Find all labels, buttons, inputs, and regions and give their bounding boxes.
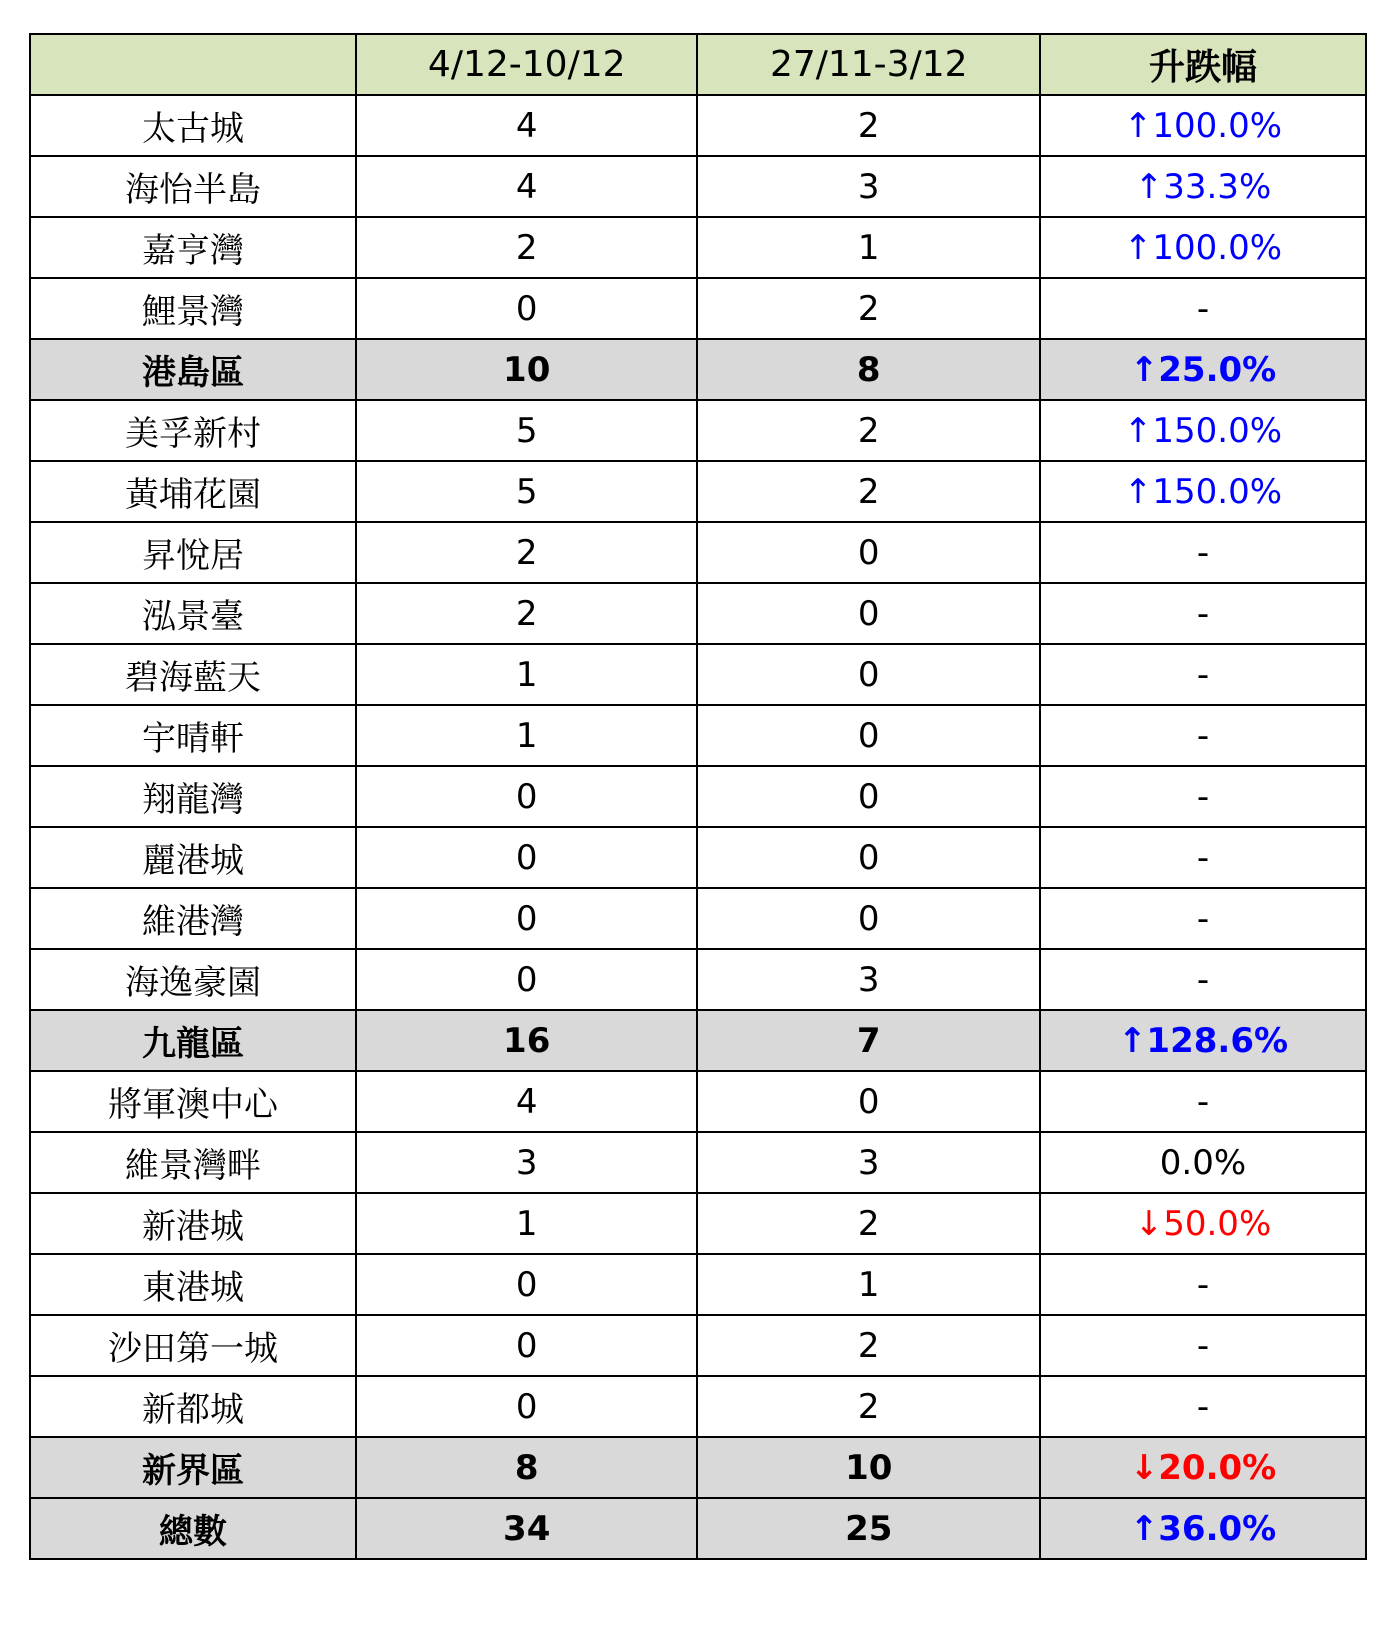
estate-name-cell: 維港灣 [30,888,356,949]
header-change: 升跌幅 [1040,34,1366,95]
previous-period-cell: 3 [697,156,1040,217]
estate-name-cell: 東港城 [30,1254,356,1315]
header-period-previous: 27/11-3/12 [697,34,1040,95]
previous-period-cell: 3 [697,1132,1040,1193]
current-period-cell: 5 [356,461,698,522]
table-row [30,827,1366,888]
change-cell: - [1040,583,1366,644]
current-period-cell: 0 [356,278,698,339]
change-cell: - [1040,766,1366,827]
table-row [30,1193,1366,1254]
change-cell: - [1040,705,1366,766]
header-row [30,34,1366,95]
change-cell: ↑25.0% [1040,339,1366,400]
table-row [30,522,1366,583]
change-cell: - [1040,1071,1366,1132]
table-row [30,156,1366,217]
estate-name-cell: 麗港城 [30,827,356,888]
current-period-cell: 0 [356,766,698,827]
previous-period-cell: 0 [697,827,1040,888]
current-period-cell: 2 [356,217,698,278]
header-period-current: 4/12-10/12 [356,34,698,95]
previous-period-cell: 0 [697,1071,1040,1132]
change-cell: - [1040,644,1366,705]
subtotal-row [30,339,1366,400]
current-period-cell: 1 [356,644,698,705]
subtotal-row [30,1498,1366,1559]
change-cell: ↑100.0% [1040,217,1366,278]
current-period-cell: 8 [356,1437,698,1498]
estate-name-cell: 黃埔花園 [30,461,356,522]
estate-name-cell: 翔龍灣 [30,766,356,827]
current-period-cell: 5 [356,400,698,461]
change-cell: - [1040,1376,1366,1437]
previous-period-cell: 2 [697,400,1040,461]
previous-period-cell: 25 [697,1498,1040,1559]
current-period-cell: 0 [356,1254,698,1315]
current-period-cell: 3 [356,1132,698,1193]
header-name [30,34,356,95]
previous-period-cell: 0 [697,766,1040,827]
previous-period-cell: 0 [697,522,1040,583]
table-row [30,888,1366,949]
estate-name-cell: 維景灣畔 [30,1132,356,1193]
previous-period-cell: 2 [697,278,1040,339]
change-cell: ↑33.3% [1040,156,1366,217]
estate-name-cell: 美孚新村 [30,400,356,461]
estate-name-cell: 新都城 [30,1376,356,1437]
current-period-cell: 0 [356,1376,698,1437]
estate-name-cell: 鯉景灣 [30,278,356,339]
estate-name-cell: 太古城 [30,95,356,156]
table-row [30,1376,1366,1437]
subtotal-row [30,1437,1366,1498]
previous-period-cell: 0 [697,644,1040,705]
estate-name-cell: 宇晴軒 [30,705,356,766]
estate-name-cell: 海逸豪園 [30,949,356,1010]
table-row [30,278,1366,339]
table-row [30,95,1366,156]
current-period-cell: 16 [356,1010,698,1071]
previous-period-cell: 0 [697,705,1040,766]
current-period-cell: 2 [356,522,698,583]
change-cell: 0.0% [1040,1132,1366,1193]
change-cell: - [1040,949,1366,1010]
estate-name-cell: 新港城 [30,1193,356,1254]
previous-period-cell: 2 [697,461,1040,522]
previous-period-cell: 3 [697,949,1040,1010]
change-cell: - [1040,522,1366,583]
previous-period-cell: 2 [697,1376,1040,1437]
previous-period-cell: 0 [697,888,1040,949]
current-period-cell: 0 [356,1315,698,1376]
current-period-cell: 1 [356,705,698,766]
change-cell: ↑128.6% [1040,1010,1366,1071]
estate-name-cell: 新界區 [30,1437,356,1498]
current-period-cell: 10 [356,339,698,400]
subtotal-row [30,1010,1366,1071]
previous-period-cell: 10 [697,1437,1040,1498]
previous-period-cell: 1 [697,217,1040,278]
table-row [30,1315,1366,1376]
estate-name-cell: 將軍澳中心 [30,1071,356,1132]
previous-period-cell: 7 [697,1010,1040,1071]
current-period-cell: 4 [356,1071,698,1132]
estate-name-cell: 泓景臺 [30,583,356,644]
current-period-cell: 4 [356,156,698,217]
change-cell: - [1040,1315,1366,1376]
table-row [30,400,1366,461]
previous-period-cell: 0 [697,583,1040,644]
current-period-cell: 0 [356,888,698,949]
current-period-cell: 34 [356,1498,698,1559]
estate-name-cell: 海怡半島 [30,156,356,217]
current-period-cell: 0 [356,949,698,1010]
table-row [30,583,1366,644]
transactions-table [29,33,1367,1560]
change-cell: ↓50.0% [1040,1193,1366,1254]
table-row [30,217,1366,278]
previous-period-cell: 2 [697,95,1040,156]
change-cell: ↑150.0% [1040,400,1366,461]
change-cell: ↓20.0% [1040,1437,1366,1498]
estate-name-cell: 嘉亨灣 [30,217,356,278]
table-row [30,644,1366,705]
change-cell: - [1040,827,1366,888]
estate-name-cell: 沙田第一城 [30,1315,356,1376]
table-row [30,1254,1366,1315]
current-period-cell: 2 [356,583,698,644]
estate-name-cell: 昇悅居 [30,522,356,583]
change-cell: ↑100.0% [1040,95,1366,156]
current-period-cell: 4 [356,95,698,156]
previous-period-cell: 2 [697,1315,1040,1376]
change-cell: - [1040,1254,1366,1315]
estate-name-cell: 碧海藍天 [30,644,356,705]
table-row [30,949,1366,1010]
estate-name-cell: 港島區 [30,339,356,400]
estate-name-cell: 總數 [30,1498,356,1559]
table-row [30,766,1366,827]
table-row [30,705,1366,766]
previous-period-cell: 8 [697,339,1040,400]
table-row [30,1132,1366,1193]
change-cell: - [1040,278,1366,339]
estate-name-cell: 九龍區 [30,1010,356,1071]
change-cell: - [1040,888,1366,949]
change-cell: ↑150.0% [1040,461,1366,522]
previous-period-cell: 1 [697,1254,1040,1315]
current-period-cell: 1 [356,1193,698,1254]
table-row [30,1071,1366,1132]
change-cell: ↑36.0% [1040,1498,1366,1559]
table-row [30,461,1366,522]
current-period-cell: 0 [356,827,698,888]
previous-period-cell: 2 [697,1193,1040,1254]
